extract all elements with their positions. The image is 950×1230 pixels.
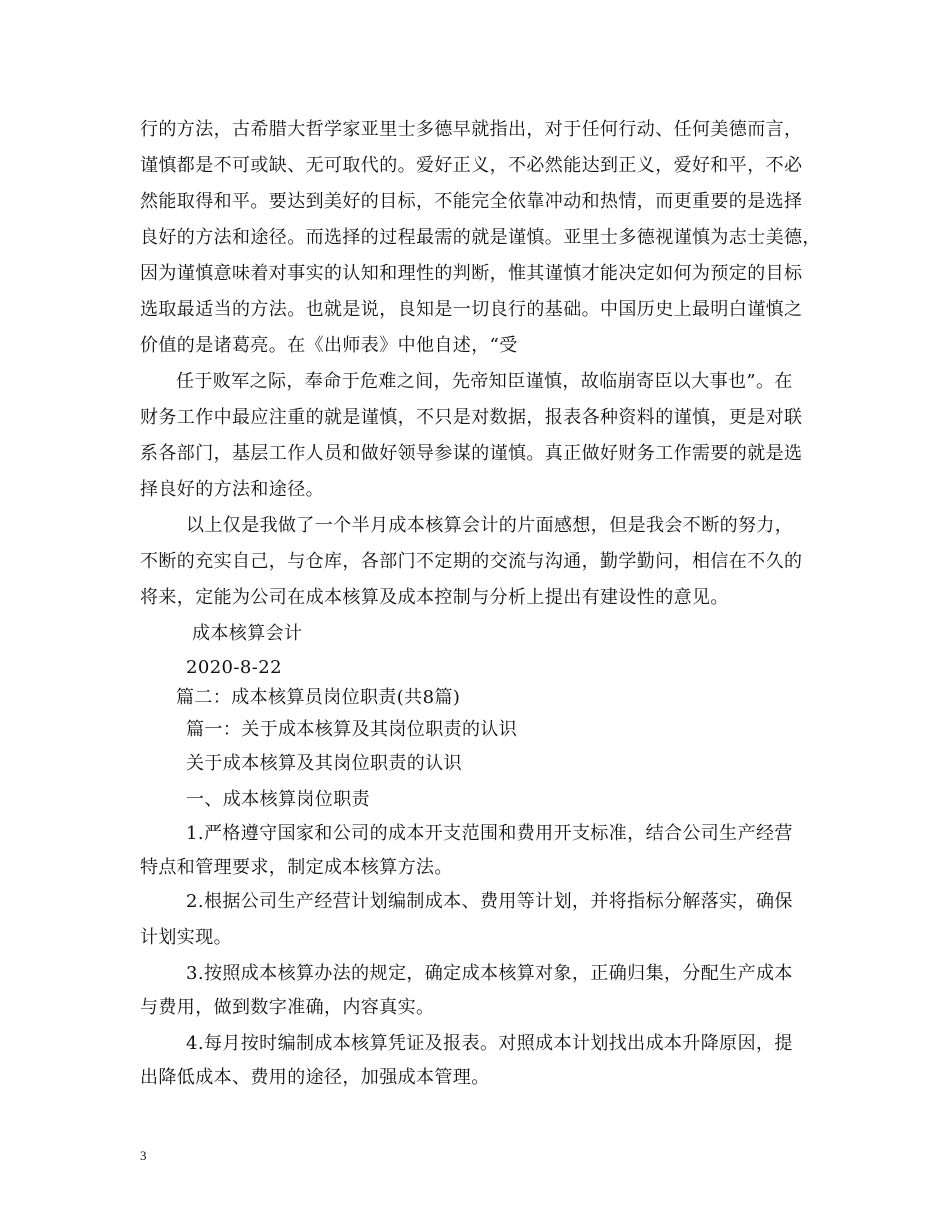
subsection-heading: 篇一：关于成本核算及其岗位职责的认识 [186, 719, 518, 740]
paragraph-line: 将来，定能为公司在成本核算及成本控制与分析上提出有建设性的意见。 [140, 587, 729, 608]
subsection-title: 关于成本核算及其岗位职责的认识 [186, 753, 462, 774]
list-item: 3.按照成本核算办法的规定，确定成本核算对象，正确归集，分配生产成本 [186, 963, 793, 984]
paragraph-line: 价值的是诸葛亮。在《出师表》中他自述，“受 [140, 335, 518, 356]
paragraph-line: 任于败军之际，奉命于危难之间，先帝知臣谨慎，故临崩寄臣以大事也”。在 [176, 371, 793, 392]
page-number: 3 [140, 1148, 147, 1163]
list-item-continuation: 特点和管理要求，制定成本核算方法。 [140, 857, 453, 878]
paragraph-line: 谨慎都是不可或缺、无可取代的。爱好正义，不必然能达到正义，爱好和平，不必 [140, 155, 803, 176]
paragraph-line: 择良好的方法和途径。 [140, 479, 324, 500]
list-item: 1.严格遵守国家和公司的成本开支范围和费用开支标准，结合公司生产经营 [186, 823, 793, 844]
paragraph-line: 以上仅是我做了一个半月成本核算会计的片面感想，但是我会不断的努力， [186, 515, 794, 536]
paragraph-line: 不断的充实自己，与仓库，各部门不定期的交流与沟通，勤学勤问，相信在不久的 [140, 551, 803, 572]
paragraph-line: 行的方法，古希腊大哲学家亚里士多德早就指出，对于任何行动、任何美德而言， [140, 119, 803, 140]
signature-date: 2020-8-22 [186, 657, 282, 678]
list-item-continuation: 出降低成本、费用的途径，加强成本管理。 [140, 1067, 490, 1088]
list-heading: 一、成本核算岗位职责 [186, 789, 370, 810]
list-item: 4.每月按时编制成本核算凭证及报表。对照成本计划找出成本升降原因，提 [186, 1033, 793, 1054]
list-item-continuation: 计划实现。 [140, 927, 232, 948]
list-item-continuation: 与费用，做到数字准确，内容真实。 [140, 997, 435, 1018]
list-item: 2.根据公司生产经营计划编制成本、费用等计划，并将指标分解落实，确保 [186, 891, 793, 912]
paragraph-line: 财务工作中最应注重的就是谨慎，不只是对数据，报表各种资料的谨慎，更是对联 [140, 407, 803, 428]
paragraph-line: 系各部门，基层工作人员和做好领导参谋的谨慎。真正做好财务工作需要的就是选 [140, 443, 803, 464]
paragraph-line: 良好的方法和途径。而选择的过程最需的就是谨慎。亚里士多德视谨慎为志士美德， [140, 227, 821, 248]
signature-title: 成本核算会计 [192, 623, 303, 644]
paragraph-line: 然能取得和平。要达到美好的目标，不能完全依靠冲动和热情，而更重要的是选择 [140, 191, 803, 212]
section-heading: 篇二：成本核算员岗位职责(共8篇) [176, 687, 461, 708]
paragraph-line: 选取最适当的方法。也就是说，良知是一切良行的基础。中国历史上最明白谨慎之 [140, 299, 803, 320]
paragraph-line: 因为谨慎意味着对事实的认知和理性的判断，惟其谨慎才能决定如何为预定的目标 [140, 263, 803, 284]
